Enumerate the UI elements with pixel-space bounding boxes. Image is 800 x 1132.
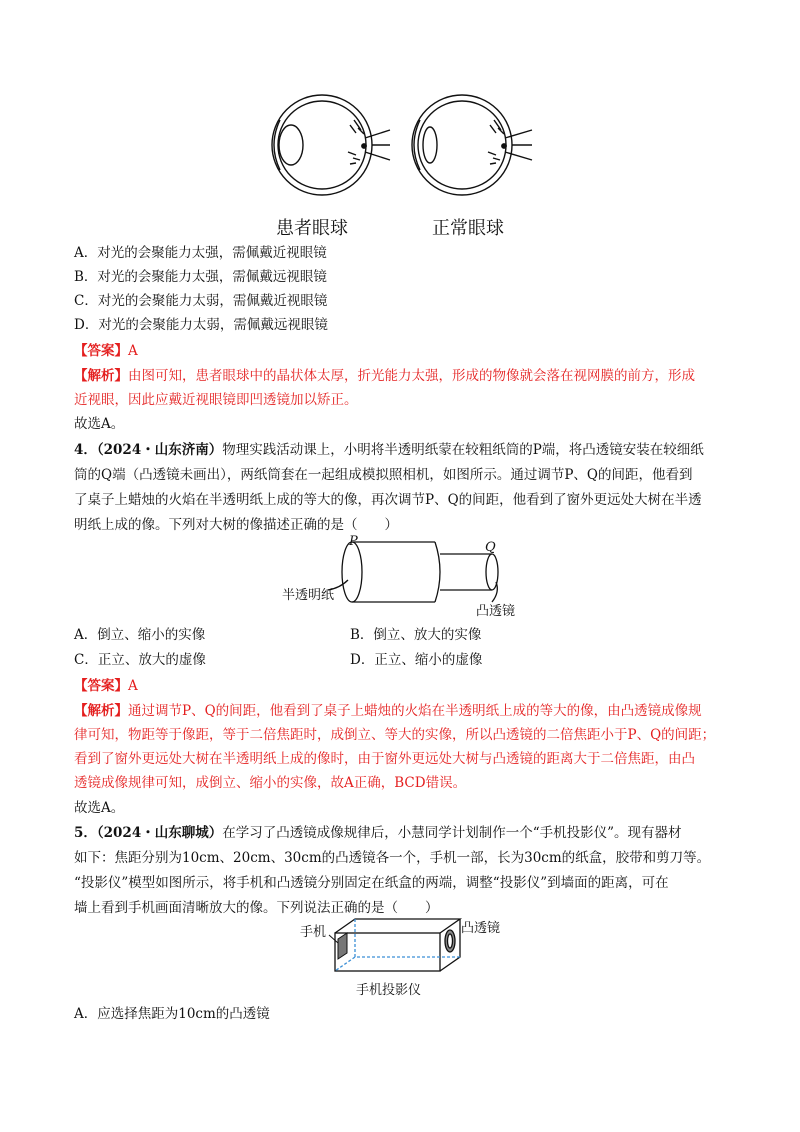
q4-answer [74, 676, 138, 696]
q5-option-a: A．应选择焦距为10cm的凸透镜 [74, 1006, 270, 1022]
q4-number: 4．（2024・山东济南） [74, 442, 223, 458]
q3-answer-label: 【答案】 [74, 343, 128, 359]
phone-label: 手机 [300, 925, 327, 940]
q3-answer-value: A [128, 343, 138, 359]
normal-eyeball-label: 正常眼球 [432, 218, 504, 239]
q3-conclusion: 故选A。 [74, 416, 125, 432]
q4-answer-label: 【答案】 [74, 678, 128, 694]
q3-analysis-line2: 近视眼，因此应戴近视眼镜即凹透镜加以矫正。 [74, 392, 358, 408]
q4-stem-line2: 筒的Q端（凸透镜未画出），两纸筒套在一起组成模拟照相机，如图所示。通过调节P、Q的间距，他看到 [74, 467, 693, 483]
q4-analysis-line1 [74, 701, 702, 721]
q4-option-c: C．正立、放大的虚像 [74, 652, 206, 668]
q4-analysis-line4: 透镜成像规律可知，成倒立、缩小的实像，故A正确，BCD错误。 [74, 775, 467, 791]
q4-stem-text-1: 物理实践活动课上，小明将半透明纸蒙在较粗纸筒的P端，将凸透镜安装在较细纸 [222, 442, 704, 458]
q5-stem-text-1: 在学习了凸透镜成像规律后，小慧同学计划制作一个“手机投影仪”。现有器材 [222, 825, 682, 841]
projector-caption: 手机投影仪 [356, 983, 422, 998]
q3-analysis-label: 【解析】 [74, 368, 128, 384]
q4-option-d: D．正立、缩小的虚像 [350, 652, 483, 668]
q3-analysis-text-1: 由图可知，患者眼球中的晶状体太厚，折光能力太强，形成的物像就会落在视网膜的前方，形成 [128, 368, 695, 384]
q4-analysis-line2: 律可知，物距等于像距，等于二倍焦距时，成倒立、等大的实像，所以凸透镜的二倍焦距小于P、Q的间距； [74, 727, 716, 743]
q3-answer [74, 341, 138, 361]
translucent-paper-label: 半透明纸 [282, 588, 335, 603]
phone-projector-diagram [325, 915, 475, 975]
q4-option-b: B．倒立、放大的实像 [350, 627, 482, 643]
q4-stem-line4: 明纸上成的像。下列对大树的像描述正确的是（ ） [74, 517, 398, 533]
tube-end-q-label: Q [485, 540, 496, 555]
q3-analysis-line1 [74, 366, 695, 386]
q4-conclusion: 故选A。 [74, 800, 125, 816]
q4-stem-line1 [74, 440, 704, 460]
convex-lens-label: 凸透镜 [476, 604, 516, 619]
patient-eyeball-label: 患者眼球 [276, 218, 348, 239]
q4-analysis-line3: 看到了窗外更远处大树在半透明纸上成的像时，由于窗外更远处大树与凸透镜的距离大于二倍焦距，由凸 [74, 751, 695, 767]
q3-option-c: C．对光的会聚能力太弱，需佩戴近视眼镜 [74, 293, 328, 309]
normal-eyeball-drawing [412, 95, 532, 195]
q5-number: 5．（2024・山东聊城） [74, 825, 223, 841]
q4-stem-line3: 了桌子上蜡烛的火焰在半透明纸上成的等大的像，再次调节P、Q的间距，他看到了窗外更远处大树在半透 [74, 492, 702, 508]
q4-analysis-text-1: 通过调节P、Q的间距，他看到了桌子上蜡烛的火焰在半透明纸上成的等大的像，由凸透镜成像规 [128, 703, 702, 719]
q5-stem-line3: “投影仪”模型如图所示，将手机和凸透镜分别固定在纸盒的两端，调整“投影仪”到墙面的距离，可在 [74, 875, 669, 891]
tube-end-p-label: P [349, 534, 358, 549]
q3-option-d: D．对光的会聚能力太弱，需佩戴远视眼镜 [74, 317, 328, 333]
q4-option-a: A．倒立、缩小的实像 [74, 627, 206, 643]
q4-answer-value: A [128, 678, 138, 694]
patient-eyeball-drawing [272, 95, 390, 195]
q5-stem-line1 [74, 823, 682, 843]
eyeball-diagram [250, 90, 550, 200]
q5-stem-line4: 墙上看到手机画面清晰放大的像。下列说法正确的是（ ） [74, 900, 439, 916]
q5-lens-label: 凸透镜 [461, 921, 501, 936]
q3-option-b: B．对光的会聚能力太强，需佩戴远视眼镜 [74, 269, 327, 285]
q4-analysis-label: 【解析】 [74, 703, 128, 719]
q5-stem-line2: 如下：焦距分别为10cm、20cm、30cm的凸透镜各一个，手机一部，长为30cm的纸盒，胶带和剪刀等。 [74, 850, 711, 866]
q3-option-a: A．对光的会聚能力太强，需佩戴近视眼镜 [74, 245, 327, 261]
